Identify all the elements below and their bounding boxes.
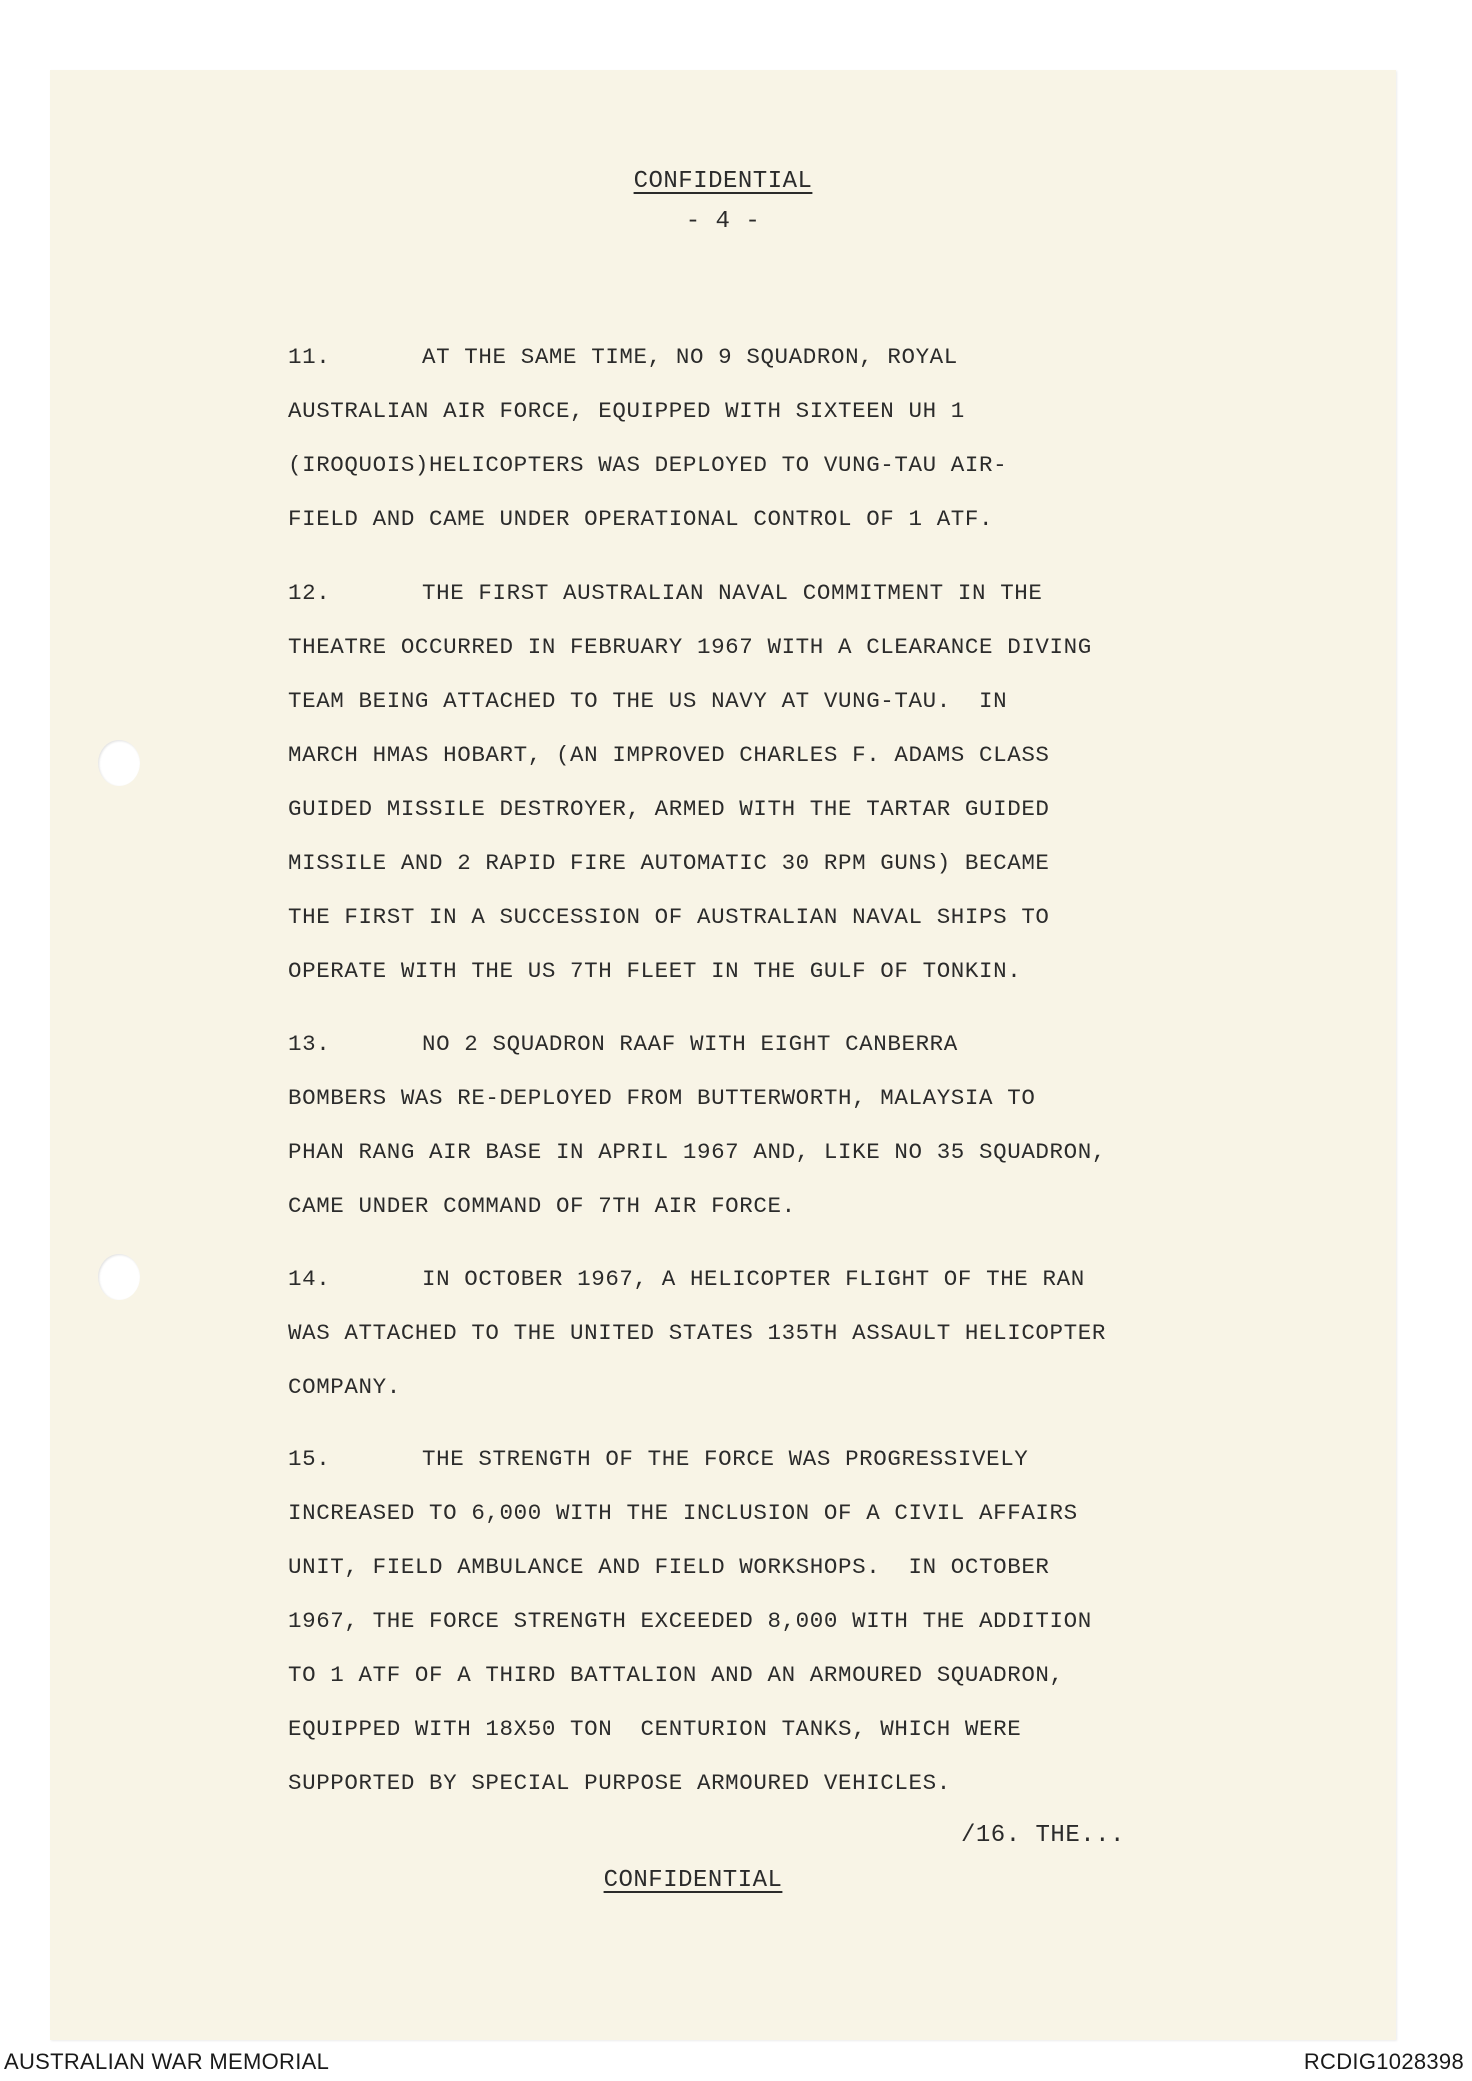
paragraph-line: THE FIRST IN A SUCCESSION OF AUSTRALIAN NAVAL SHIPS TO [288, 904, 1050, 930]
paragraph-line: COMPANY. [288, 1374, 401, 1400]
paragraph-line: CAME UNDER COMMAND OF 7TH AIR FORCE. [288, 1193, 796, 1219]
paragraph-number: 12. [288, 580, 331, 606]
paragraph-line: GUIDED MISSILE DESTROYER, ARMED WITH THE TARTAR GUIDED [288, 796, 1050, 822]
paragraph-line: 1967, THE FORCE STRENGTH EXCEEDED 8,000 WITH THE ADDITION [288, 1608, 1092, 1634]
page-number: - 4 - [685, 208, 761, 235]
paragraph-number: 13. [288, 1031, 331, 1057]
paragraph-line: OPERATE WITH THE US 7TH FLEET IN THE GULF OF TONKIN. [288, 958, 1022, 984]
paragraph-14 [288, 1252, 1188, 1414]
paragraph-15 [288, 1432, 1188, 1810]
paragraph-line: BOMBERS WAS RE-DEPLOYED FROM BUTTERWORTH, MALAYSIA TO [288, 1085, 1036, 1111]
paragraph-number: 11. [288, 344, 331, 370]
paragraph-number: 15. [288, 1446, 331, 1472]
paragraph-line: TO 1 ATF OF A THIRD BATTALION AND AN ARMOURED SQUADRON, [288, 1662, 1064, 1688]
paragraph-line: (IROQUOIS)HELICOPTERS WAS DEPLOYED TO VUNG-TAU AIR- [288, 452, 1008, 478]
classification-header: CONFIDENTIAL [633, 168, 813, 195]
paragraph-line: UNIT, FIELD AMBULANCE AND FIELD WORKSHOPS. IN OCTOBER [288, 1554, 1050, 1580]
archive-reference-caption: RCDIG1028398 [1303, 2049, 1464, 2074]
paragraph-line: THEATRE OCCURRED IN FEBRUARY 1967 WITH A CLEARANCE DIVING [288, 634, 1092, 660]
paragraph-line: SUPPORTED BY SPECIAL PURPOSE ARMOURED VEHICLES. [288, 1770, 951, 1796]
paragraph-line: MISSILE AND 2 RAPID FIRE AUTOMATIC 30 RPM GUNS) BECAME [288, 850, 1050, 876]
paragraph-line: 11. AT THE SAME TIME, NO 9 SQUADRON, ROYAL [288, 330, 1188, 384]
paragraph-line: 13. NO 2 SQUADRON RAAF WITH EIGHT CANBERRA [288, 1017, 1188, 1071]
paragraph-line: MARCH HMAS HOBART, (AN IMPROVED CHARLES F. ADAMS CLASS [288, 742, 1050, 768]
paragraph-line: INCREASED TO 6,000 WITH THE INCLUSION OF A CIVIL AFFAIRS [288, 1500, 1078, 1526]
paragraph-line: FIELD AND CAME UNDER OPERATIONAL CONTROL OF 1 ATF. [288, 506, 994, 532]
archive-source-caption: AUSTRALIAN WAR MEMORIAL [4, 2049, 330, 2074]
document-page [50, 70, 1396, 2040]
paragraph-number: 14. [288, 1266, 331, 1292]
paragraph-line: TEAM BEING ATTACHED TO THE US NAVY AT VUNG-TAU. IN [288, 688, 1008, 714]
continuation-marker: /16. THE... [961, 1822, 1125, 1849]
paragraph-13 [288, 1017, 1188, 1233]
paragraph-line: PHAN RANG AIR BASE IN APRIL 1967 AND, LIKE NO 35 SQUADRON, [288, 1139, 1106, 1165]
paragraph-line: 12. THE FIRST AUSTRALIAN NAVAL COMMITMENT IN THE [288, 566, 1188, 620]
paragraph-line: WAS ATTACHED TO THE UNITED STATES 135TH ASSAULT HELICOPTER [288, 1320, 1106, 1346]
paragraph-line: 15. THE STRENGTH OF THE FORCE WAS PROGRESSIVELY [288, 1432, 1188, 1486]
punch-hole-lower [98, 1254, 140, 1300]
paragraph-line: EQUIPPED WITH 18X50 TON CENTURION TANKS, WHICH WERE [288, 1716, 1022, 1742]
paragraph-line: 14. IN OCTOBER 1967, A HELICOPTER FLIGHT OF THE RAN [288, 1252, 1188, 1306]
paragraph-12 [288, 566, 1188, 998]
punch-hole-upper [98, 740, 140, 786]
paragraph-line: AUSTRALIAN AIR FORCE, EQUIPPED WITH SIXTEEN UH 1 [288, 398, 965, 424]
classification-footer: CONFIDENTIAL [603, 1867, 783, 1894]
paragraph-11 [288, 330, 1188, 546]
